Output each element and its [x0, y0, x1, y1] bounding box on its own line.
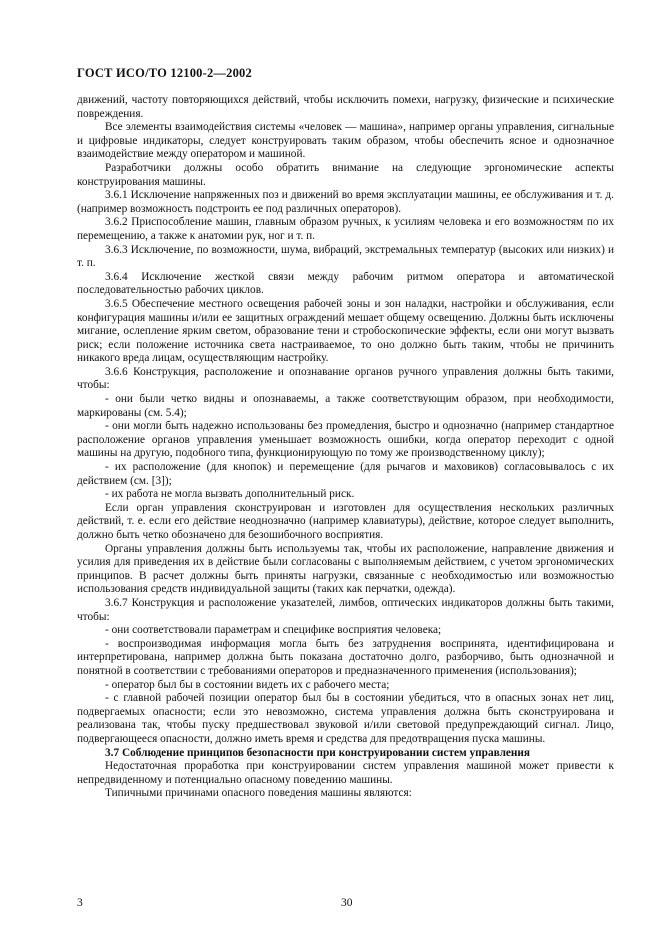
- page-number: 30: [341, 897, 353, 909]
- paragraph: Разработчики должны особо обратить внимание на следующие эргономические аспекты конструирования машины.: [77, 161, 614, 188]
- list-item: - их расположение (для кнопок) и перемещение (для рычагов и маховиков) согласовывалось с их действием (см. [3]);: [77, 461, 614, 487]
- list-item: - воспроизводимая информация могла быть без затруднения воспринята, идентифицирована и интерпретирована, например должна быть показана достаточно долго, разборчиво, быть однозначной и понятной в соответствии с требованиями операторов и предназначенного применения (использования);: [77, 637, 614, 677]
- list-item: - они соответствовали параметрам и специфике восприятия человека;: [105, 624, 442, 637]
- paragraph: 3.6.2 Приспособление машин, главным образом ручных, к усилиям человека и его возможностям по их перемещению, а также к анатомии рук, ног и т. п.: [77, 216, 614, 242]
- paragraph: Органы управления должны быть используемы так, чтобы их расположение, направление движения и усилия для приведения их в действие были согласованы с выполняемым действием, с учетом эргономических принципов. В расчет должны быть приняты нагрузки, связанные с необходимостью или возможностью использования средств индивидуальной защиты (таких как перчатки, одежда).: [77, 542, 614, 596]
- paragraph: 3.6.3 Исключение, по возможности, шума, вибраций, экстремальных температур (высоких или низких) и т. п.: [77, 243, 614, 270]
- footer-edition-mark: 3: [77, 897, 83, 909]
- list-item: - они могли быть надежно использованы без промедления, быстро и однозначно (например стандартное расположение органов управления уменьшает возможность ошибки, когда оператор переходит с одной машины на другую, подобного типа, функционирующую по тому же производственному циклу);: [77, 420, 614, 460]
- paragraph: Недостаточная проработка при конструировании систем управления машиной может привести к непредвиденному и потенциально опасному поведению машины.: [77, 760, 614, 786]
- paragraph: Если орган управления сконструирован и изготовлен для осуществления нескольких различных действий, т. е. если его действие неоднозначно (например клавиатуры), действие, которое следует выполнить, должно быть четко обозначено для безошибочного восприятия.: [77, 501, 614, 541]
- paragraph: 3.6.7 Конструкция и расположение указателей, лимбов, оптических индикаторов должны быть такими, чтобы:: [77, 596, 614, 623]
- list-item: - оператор был бы в состоянии видеть их с рабочего места;: [105, 678, 390, 691]
- paragraph: 3.6.4 Исключение жесткой связи между рабочим ритмом оператора и автоматической последовательностью рабочих циклов.: [77, 270, 614, 297]
- list-item: - их работа не могла вызвать дополнительный риск.: [105, 488, 355, 501]
- paragraph: 3.6.1 Исключение напряженных поз и движений во время эксплуатации машины, ее обслуживания и т. д. (например возможность подстроить ее под различных операторов).: [77, 189, 614, 215]
- standard-header: ГОСТ ИСО/ТО 12100-2—2002: [77, 66, 252, 80]
- paragraph: Все элементы взаимодействия системы «человек — машина», например органы управления, сигнальные и цифровые индикаторы, следует конструировать таким образом, чтобы обеспечить ясное и однозначное взаимодействие между оператором и машиной.: [77, 121, 614, 161]
- section-heading-text: 3.7 Соблюдение принципов безопасности при конструировании систем управления: [105, 746, 531, 759]
- list-item: - они были четко видны и опознаваемы, а также соответствующим образом, при необходимости, маркированы (см. 5.4);: [77, 393, 614, 419]
- paragraph: движений, частоту повторяющихся действий, чтобы исключить помехи, нагрузку, физические и психические повреждения.: [77, 94, 614, 120]
- paragraph: 3.6.6 Конструкция, расположение и опознавание органов ручного управления должны быть такими, чтобы:: [77, 365, 614, 392]
- body-text: [77, 94, 614, 801]
- paragraph: Типичными причинами опасного поведения машины являются:: [105, 787, 412, 800]
- section-heading: [77, 747, 614, 761]
- list-item: - с главной рабочей позиции оператор был бы в состоянии убедиться, что в опасных зонах нет лиц, подвергаемых опасности; если это невозможно, система управления должна быть сконструирована и реализована так, чтобы пуску предшествовал звуковой и/или световой предупреждающий сигнал. Лицо, подвергающееся опасности, должно иметь время и средства для предотвращения пуска машины.: [77, 692, 614, 745]
- paragraph: 3.6.5 Обеспечение местного освещения рабочей зоны и зон наладки, настройки и обслуживания, если конфигурация машины и/или ее защитных ограждений мешает общему освещению. Должны быть исключены мигание, ослепление ярким светом, образование тени и стробоскопические эффекты, если они могут вызвать риск; если положение источника света настраиваемое, то оно должно быть таким, чтобы не причинить никакого вреда лицам, осуществляющим настройку.: [77, 297, 614, 365]
